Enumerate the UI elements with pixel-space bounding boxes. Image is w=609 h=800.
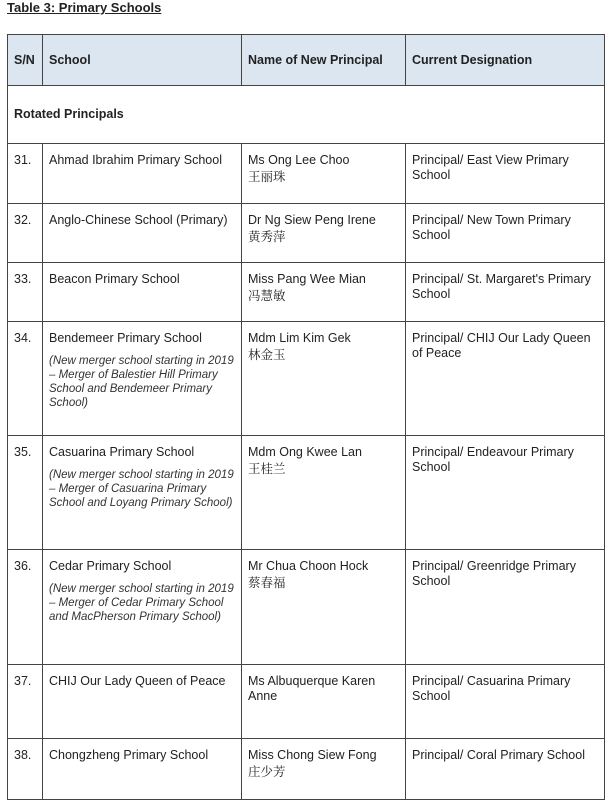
principal-chinese-name: 黄秀萍 bbox=[248, 230, 286, 244]
section-label: Rotated Principals bbox=[8, 86, 605, 144]
principal-name: Mdm Lim Kim Gek bbox=[248, 331, 351, 345]
principal-name: Miss Pang Wee Mian bbox=[248, 272, 366, 286]
school-name: Ahmad Ibrahim Primary School bbox=[49, 153, 222, 167]
merger-note: (New merger school starting in 2019 – Merger of Balestier Hill Primary School and Bendemeer Primary School) bbox=[49, 355, 234, 409]
principal-chinese-name: 蔡春福 bbox=[248, 576, 286, 590]
school-name: Cedar Primary School bbox=[49, 559, 172, 573]
table-row bbox=[8, 322, 605, 436]
sn-cell: 34. bbox=[8, 322, 43, 436]
table-row bbox=[8, 739, 605, 800]
school-cell bbox=[43, 204, 242, 263]
section-row bbox=[8, 86, 605, 144]
sn-cell: 37. bbox=[8, 665, 43, 739]
school-cell bbox=[43, 739, 242, 800]
header-designation: Current Designation bbox=[406, 35, 605, 86]
designation-cell: Principal/ Casuarina Primary School bbox=[406, 665, 605, 739]
principal-name: Ms Albuquerque Karen Anne bbox=[248, 674, 376, 703]
table-row bbox=[8, 665, 605, 739]
school-cell bbox=[43, 665, 242, 739]
school-cell bbox=[43, 550, 242, 665]
merger-note: (New merger school starting in 2019 – Merger of Cedar Primary School and MacPherson Primary School) bbox=[49, 583, 234, 623]
sn-cell: 36. bbox=[8, 550, 43, 665]
school-cell bbox=[43, 322, 242, 436]
table-row bbox=[8, 263, 605, 322]
sn-cell: 38. bbox=[8, 739, 43, 800]
principal-cell bbox=[242, 263, 406, 322]
school-cell bbox=[43, 263, 242, 322]
sn-cell: 31. bbox=[8, 144, 43, 204]
principal-cell bbox=[242, 550, 406, 665]
designation-cell: Principal/ St. Margaret's Primary School bbox=[406, 263, 605, 322]
designation-cell: Principal/ East View Primary School bbox=[406, 144, 605, 204]
principal-chinese-name: 林金玉 bbox=[248, 348, 286, 362]
header-principal: Name of New Principal bbox=[242, 35, 406, 86]
principal-cell bbox=[242, 739, 406, 800]
school-cell bbox=[43, 144, 242, 204]
principal-name: Ms Ong Lee Choo bbox=[248, 153, 350, 167]
primary-schools-table bbox=[7, 34, 605, 800]
designation-cell: Principal/ New Town Primary School bbox=[406, 204, 605, 263]
school-name: Anglo-Chinese School (Primary) bbox=[49, 213, 228, 227]
school-name: Beacon Primary School bbox=[49, 272, 180, 286]
principal-chinese-name: 冯慧敏 bbox=[248, 289, 286, 303]
designation-cell: Principal/ Endeavour Primary School bbox=[406, 436, 605, 550]
principal-cell bbox=[242, 144, 406, 204]
merger-note: (New merger school starting in 2019 – Merger of Casuarina Primary School and Loyang Primary School) bbox=[49, 469, 234, 509]
principal-cell bbox=[242, 322, 406, 436]
table-header-row bbox=[8, 35, 605, 86]
principal-chinese-name: 庄少芳 bbox=[248, 765, 286, 779]
table-row bbox=[8, 204, 605, 263]
school-name: Bendemeer Primary School bbox=[49, 331, 202, 345]
sn-cell: 33. bbox=[8, 263, 43, 322]
principal-cell bbox=[242, 665, 406, 739]
principal-name: Dr Ng Siew Peng Irene bbox=[248, 213, 376, 227]
principal-name: Mdm Ong Kwee Lan bbox=[248, 445, 362, 459]
school-name: Chongzheng Primary School bbox=[49, 748, 209, 762]
designation-cell: Principal/ Greenridge Primary School bbox=[406, 550, 605, 665]
school-name: Casuarina Primary School bbox=[49, 445, 195, 459]
principal-cell bbox=[242, 436, 406, 550]
table-row bbox=[8, 436, 605, 550]
principal-name: Miss Chong Siew Fong bbox=[248, 748, 377, 762]
principal-chinese-name: 王桂兰 bbox=[248, 462, 286, 476]
sn-cell: 32. bbox=[8, 204, 43, 263]
designation-cell: Principal/ CHIJ Our Lady Queen of Peace bbox=[406, 322, 605, 436]
principal-name: Mr Chua Choon Hock bbox=[248, 559, 369, 573]
sn-cell: 35. bbox=[8, 436, 43, 550]
principal-chinese-name: 王丽珠 bbox=[248, 170, 286, 184]
header-sn: S/N bbox=[8, 35, 43, 86]
designation-cell: Principal/ Coral Primary School bbox=[406, 739, 605, 800]
header-school: School bbox=[43, 35, 242, 86]
table-title: Table 3: Primary Schools bbox=[7, 0, 162, 15]
table-row bbox=[8, 144, 605, 204]
school-name: CHIJ Our Lady Queen of Peace bbox=[49, 674, 226, 688]
principal-cell bbox=[242, 204, 406, 263]
table-row bbox=[8, 550, 605, 665]
school-cell bbox=[43, 436, 242, 550]
